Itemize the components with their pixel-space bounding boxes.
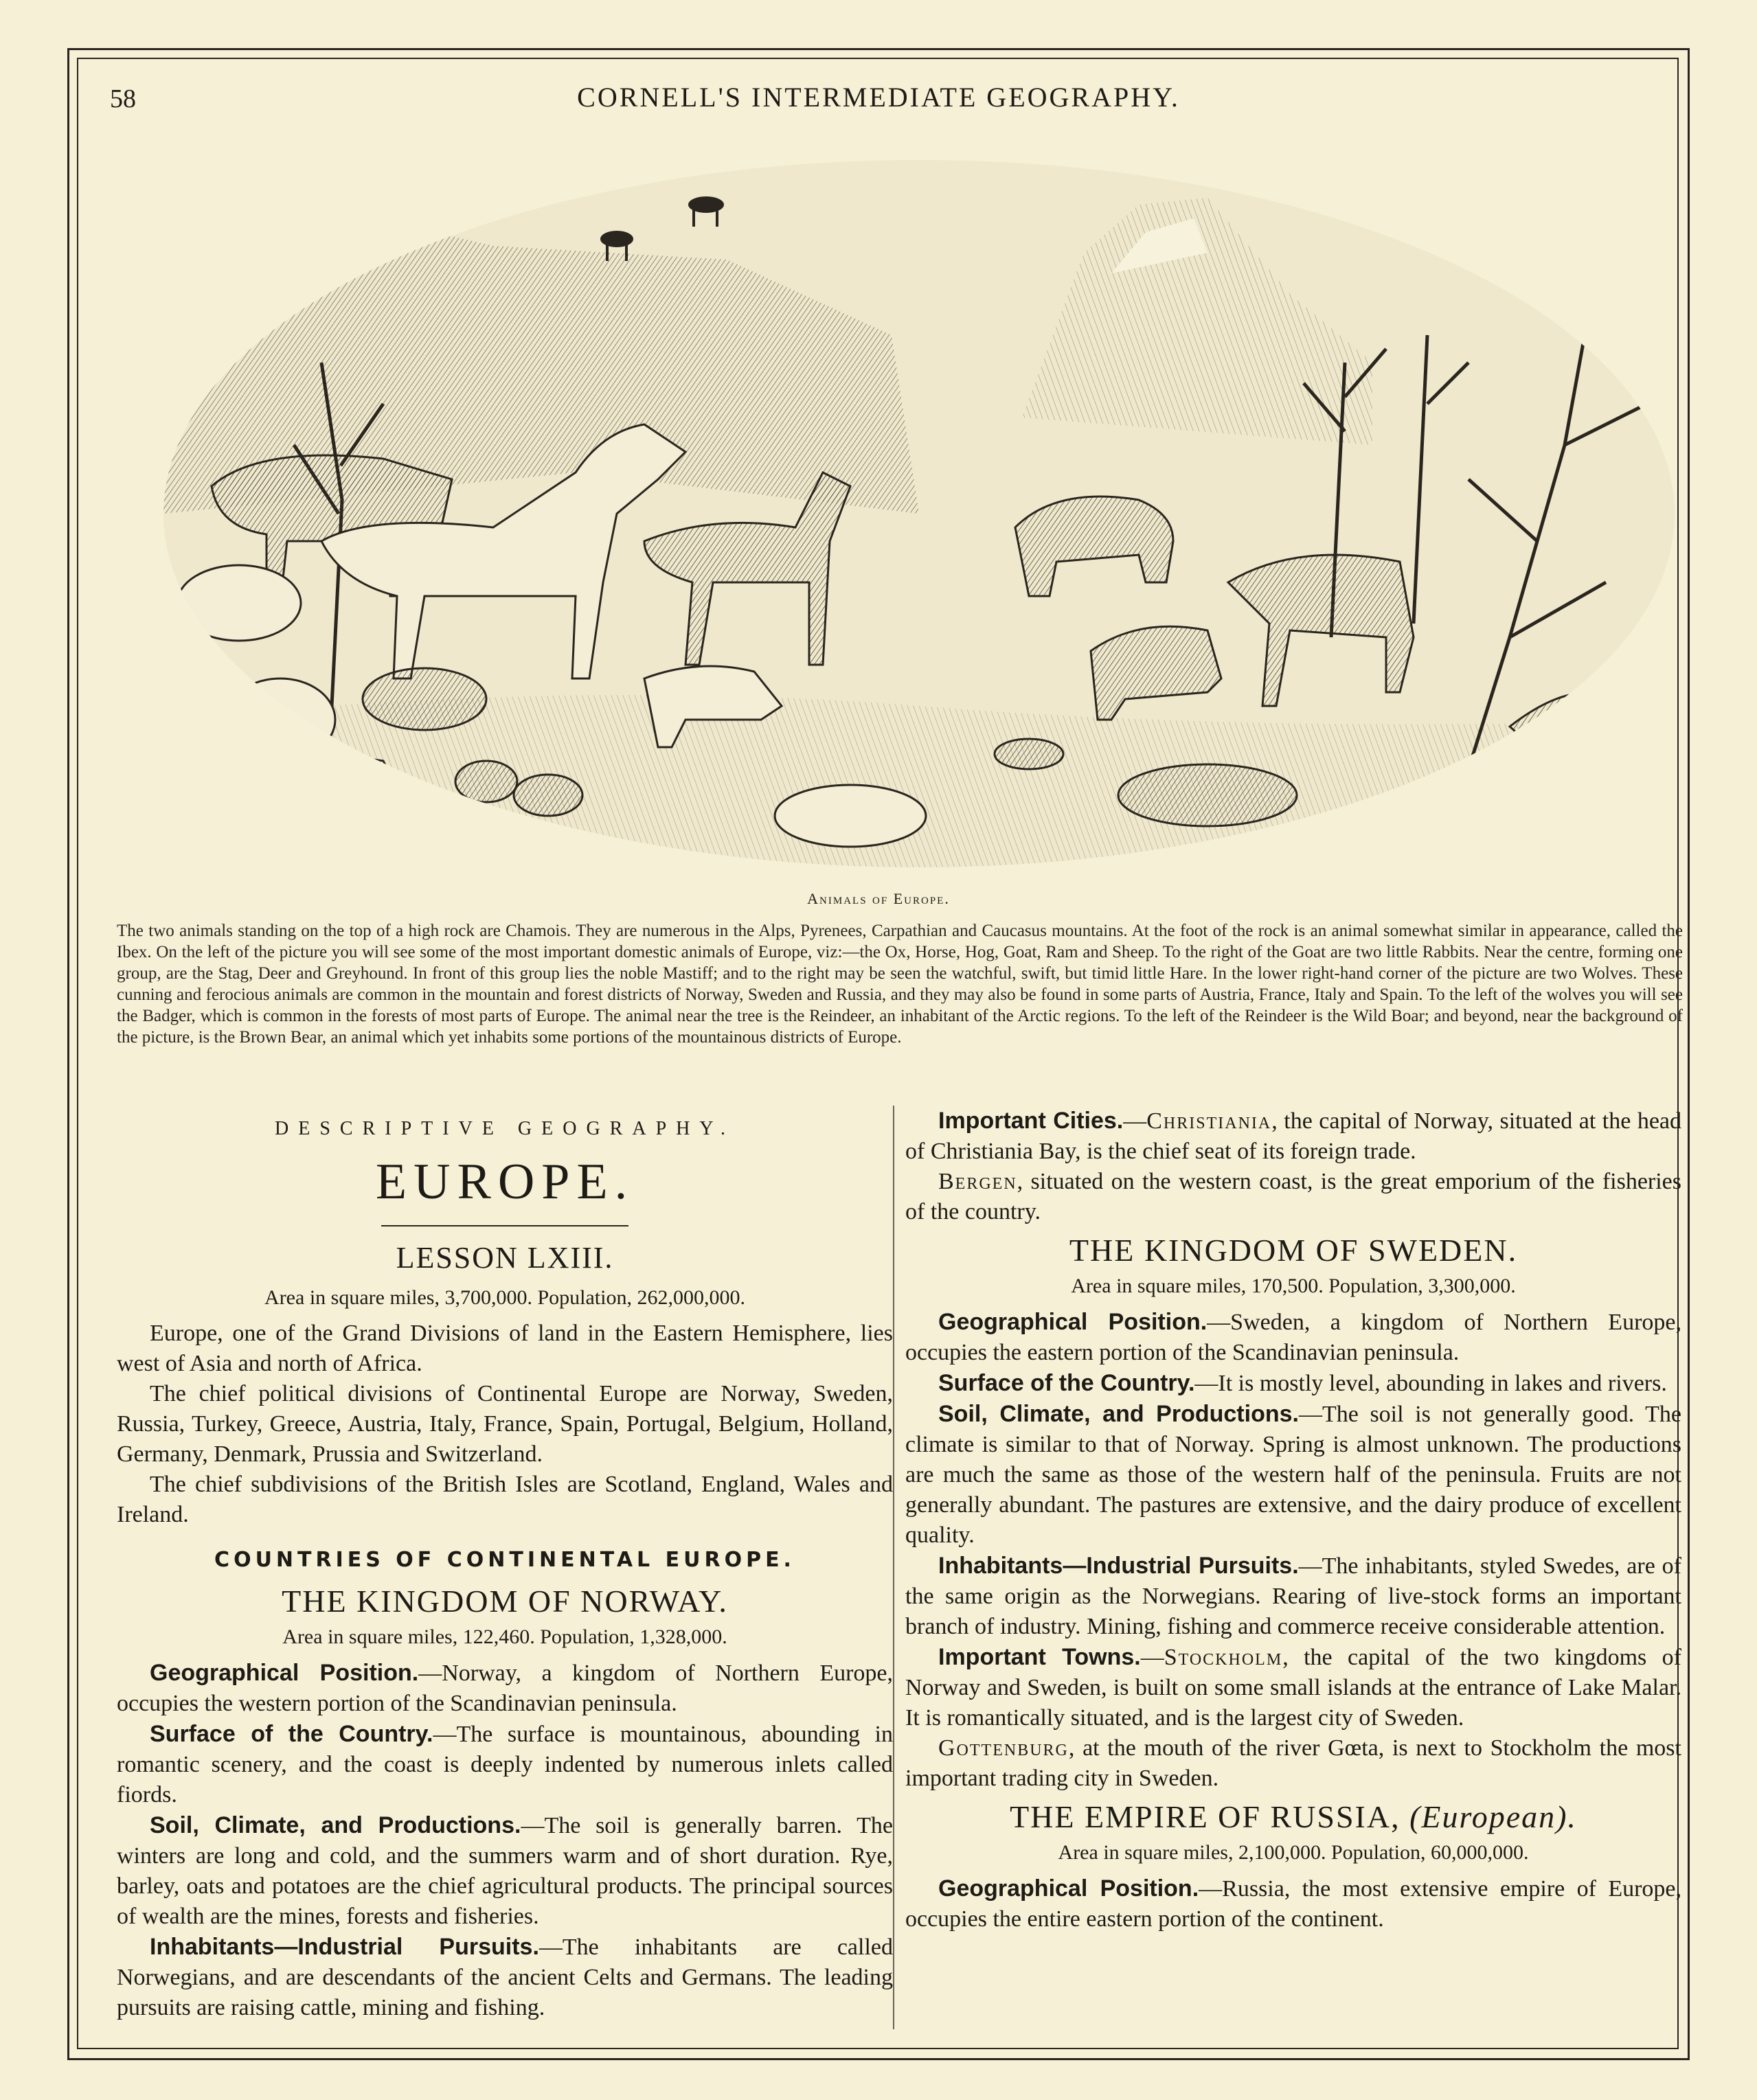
norway-position-label: Geographical Position. xyxy=(150,1660,419,1686)
stockholm-text: , the capital of the two kingdoms of Norway and Sweden, is built on some small islands at the entrance of Lake Malar. It is romantically situated, and is the largest city of Sweden. xyxy=(905,1645,1681,1731)
russia-title-italic: (European). xyxy=(1409,1799,1577,1834)
norway-position-text: —Norway, a kingdom of Northern Europe, occupies the western portion of the Scandinavian peninsula. xyxy=(117,1660,893,1716)
bergen-name: Bergen xyxy=(938,1169,1017,1194)
norway-stats: Area in square miles, 122,460. Population, 1,328,000. xyxy=(282,1625,727,1648)
russia-title xyxy=(905,1799,1681,1834)
russia-position-label: Geographical Position. xyxy=(938,1875,1199,1902)
russia-stats: Area in square miles, 2,100,000. Population, 60,000,000. xyxy=(1058,1841,1529,1864)
russia-title-text: THE EMPIRE OF RUSSIA, xyxy=(1010,1799,1401,1834)
norway-soil-text: —The soil is generally barren. The winters are long and cold, and the summers warm and of short duration. Rye, barley, oats and potatoes are the chief agricultural products. The principal sources of wealth are the mines, forests and fisheries. xyxy=(117,1813,893,1929)
column-divider xyxy=(893,1106,894,2029)
sweden-inhabitants-text: —The inhabitants, styled Swedes, are of the same origin as the Norwegians. Rearing of live-stock forms an important branch of industry. Mining, fishing and commerce receive considerable attention. xyxy=(905,1553,1681,1639)
sweden-inhabitants-label: Inhabitants—Industrial Pursuits. xyxy=(938,1553,1299,1579)
bergen xyxy=(905,1167,1681,1227)
norway-surface-text: —The surface is mountainous, abounding in romantic scenery, and the coast is deeply indented by numerous inlets called fiords. xyxy=(117,1722,893,1807)
norway-cities: Important Cities.—Christiania, the capital of Norway, situated at the head of Christiania Bay, is the chief seat of its foreign trade. xyxy=(905,1108,1681,1164)
sweden-inhabitants xyxy=(905,1551,1681,1642)
norway-inhabitants-text: —The inhabitants are called Norwegians, and are descendants of the ancient Celts and Germans. The leading pursuits are raising cattle, mining and fishing. xyxy=(117,1934,893,2020)
stockholm: Stockholm xyxy=(1164,1645,1283,1670)
sweden-towns-label: Important Towns. xyxy=(938,1644,1141,1670)
countries-heading: COUNTRIES OF CONTINENTAL EUROPE. xyxy=(214,1548,795,1572)
sweden-soil xyxy=(905,1399,1681,1551)
lesson-heading: LESSON LXIII. xyxy=(396,1241,614,1275)
europe-stats: Area in square miles, 3,700,000. Population, 262,000,000. xyxy=(264,1286,745,1309)
norway-title: THE KINGDOM OF NORWAY. xyxy=(282,1584,728,1619)
norway-soil-label: Soil, Climate, and Productions. xyxy=(150,1812,521,1838)
sweden-surface xyxy=(905,1368,1681,1399)
page-number: 58 xyxy=(110,84,136,113)
gottenburg xyxy=(905,1733,1681,1794)
europe-title: EUROPE. xyxy=(375,1154,635,1210)
animals-of-europe-illustration xyxy=(163,157,1675,867)
left-column xyxy=(117,1106,893,2023)
sweden-soil-text: —The soil is not generally good. The climate is similar to that of Norway. Spring is almost unknown. The productions are much the same as those of the western half of the peninsula. Fruits are not generally abundant. The pastures are extensive, and the dairy produce of excellent quality. xyxy=(905,1402,1681,1548)
sweden-position-label: Geographical Position. xyxy=(938,1309,1208,1335)
sweden-title: THE KINGDOM OF SWEDEN. xyxy=(1069,1233,1518,1268)
section-label: DESCRIPTIVE GEOGRAPHY. xyxy=(275,1118,735,1139)
running-title: CORNELL'S INTERMEDIATE GEOGRAPHY. xyxy=(577,82,1180,113)
gottenburg-text: , at the mouth of the river Gœta, is next to Stockholm the most important trading city in Sweden. xyxy=(905,1735,1681,1791)
russia-position xyxy=(905,1873,1681,1934)
title-rule xyxy=(381,1225,628,1226)
europe-intro-1: Europe, one of the Grand Divisions of land in the Eastern Hemisphere, lies west of Asia and north of Africa. xyxy=(117,1321,893,1376)
sweden-position xyxy=(905,1307,1681,1368)
europe-intro-3: The chief subdivisions of the British Isles are Scotland, England, Wales and Ireland. xyxy=(117,1472,893,1527)
right-column xyxy=(905,1106,1681,1934)
norway-cities-label: Important Cities. xyxy=(938,1108,1124,1134)
norway-surface-label: Surface of the Country. xyxy=(150,1721,433,1747)
sweden-stats: Area in square miles, 170,500. Population, 3,300,000. xyxy=(1071,1275,1516,1297)
christiania: Christiania xyxy=(1146,1108,1272,1134)
illustration-caption-title: Animals of Europe. xyxy=(807,890,950,907)
bergen-text: , situated on the western coast, is the great emporium of the fisheries of the country. xyxy=(905,1169,1681,1224)
illustration-caption: The two animals standing on the top of a high rock are Chamois. They are numerous in the Alps, Pyrenees, Carpathian and Caucasus mountains. At the foot of the rock is an animal somewhat similar in appearance, called the Ibex. On the left of the picture you will see some of the most important domestic animals of Europe, viz:—the Ox, Horse, Hog, Goat, Ram and Sheep. To the right of the Goat are two little Rabbits. Near the centre, forming one group, are the Stag, Deer and Greyhound. In front of this group lies the noble Mastiff; and to the right may be seen the watchful, swift, but timid little Hare. In the lower right-hand corner of the picture are two Wolves. These cunning and ferocious animals are common in the mountain and forest districts of Norway, Sweden and Russia, and they may also be found in some parts of Austria, France, Italy and Spain. To the left of the wolves you will see the Badger, which is common in the forests of most parts of Europe. The animal near the tree is the Reindeer, an inhabitant of the Arctic regions. To the left of the Reindeer is the Wild Boar; and beyond, near the background of the picture, is the Brown Bear, an animal which yet inhabits some portions of the mountainous districts of Europe. xyxy=(117,922,1683,1047)
christiania-text: , the capital of Norway, situated at the head of Christiania Bay, is the chief seat of its foreign trade. xyxy=(905,1108,1681,1164)
sweden-surface-label: Surface of the Country. xyxy=(938,1370,1195,1396)
russia-position-text: —Russia, the most extensive empire of Europe, occupies the entire eastern portion of the continent. xyxy=(905,1876,1682,1932)
sweden-soil-label: Soil, Climate, and Productions. xyxy=(938,1401,1299,1427)
norway-inhabitants-label: Inhabitants—Industrial Pursuits. xyxy=(150,1934,539,1960)
europe-intro-2: The chief political divisions of Continental Europe are Norway, Sweden, Russia, Turkey, Greece, Austria, Italy, France, Spain, Portugal, Belgium, Holland, Germany, Denmark, Prussia and Switzerland. xyxy=(117,1381,893,1467)
norway-surface xyxy=(117,1719,893,1810)
norway-position xyxy=(117,1658,893,1719)
norway-inhabitants xyxy=(117,1932,893,2023)
gottenburg-name: Gottenburg xyxy=(938,1735,1069,1761)
sweden-towns: Important Towns.—Stockholm, the capital of the two kingdoms of Norway and Sweden, is built on some small islands at the entrance of Lake Malar. It is romantically situated, and is the largest city of Sweden. xyxy=(905,1644,1681,1731)
norway-soil xyxy=(117,1810,893,1932)
sweden-surface-text: —It is mostly level, abounding in lakes and rivers. xyxy=(1194,1371,1667,1396)
sweden-position-text: —Sweden, a kingdom of Northern Europe, occupies the eastern portion of the Scandinavian peninsula. xyxy=(905,1310,1681,1365)
